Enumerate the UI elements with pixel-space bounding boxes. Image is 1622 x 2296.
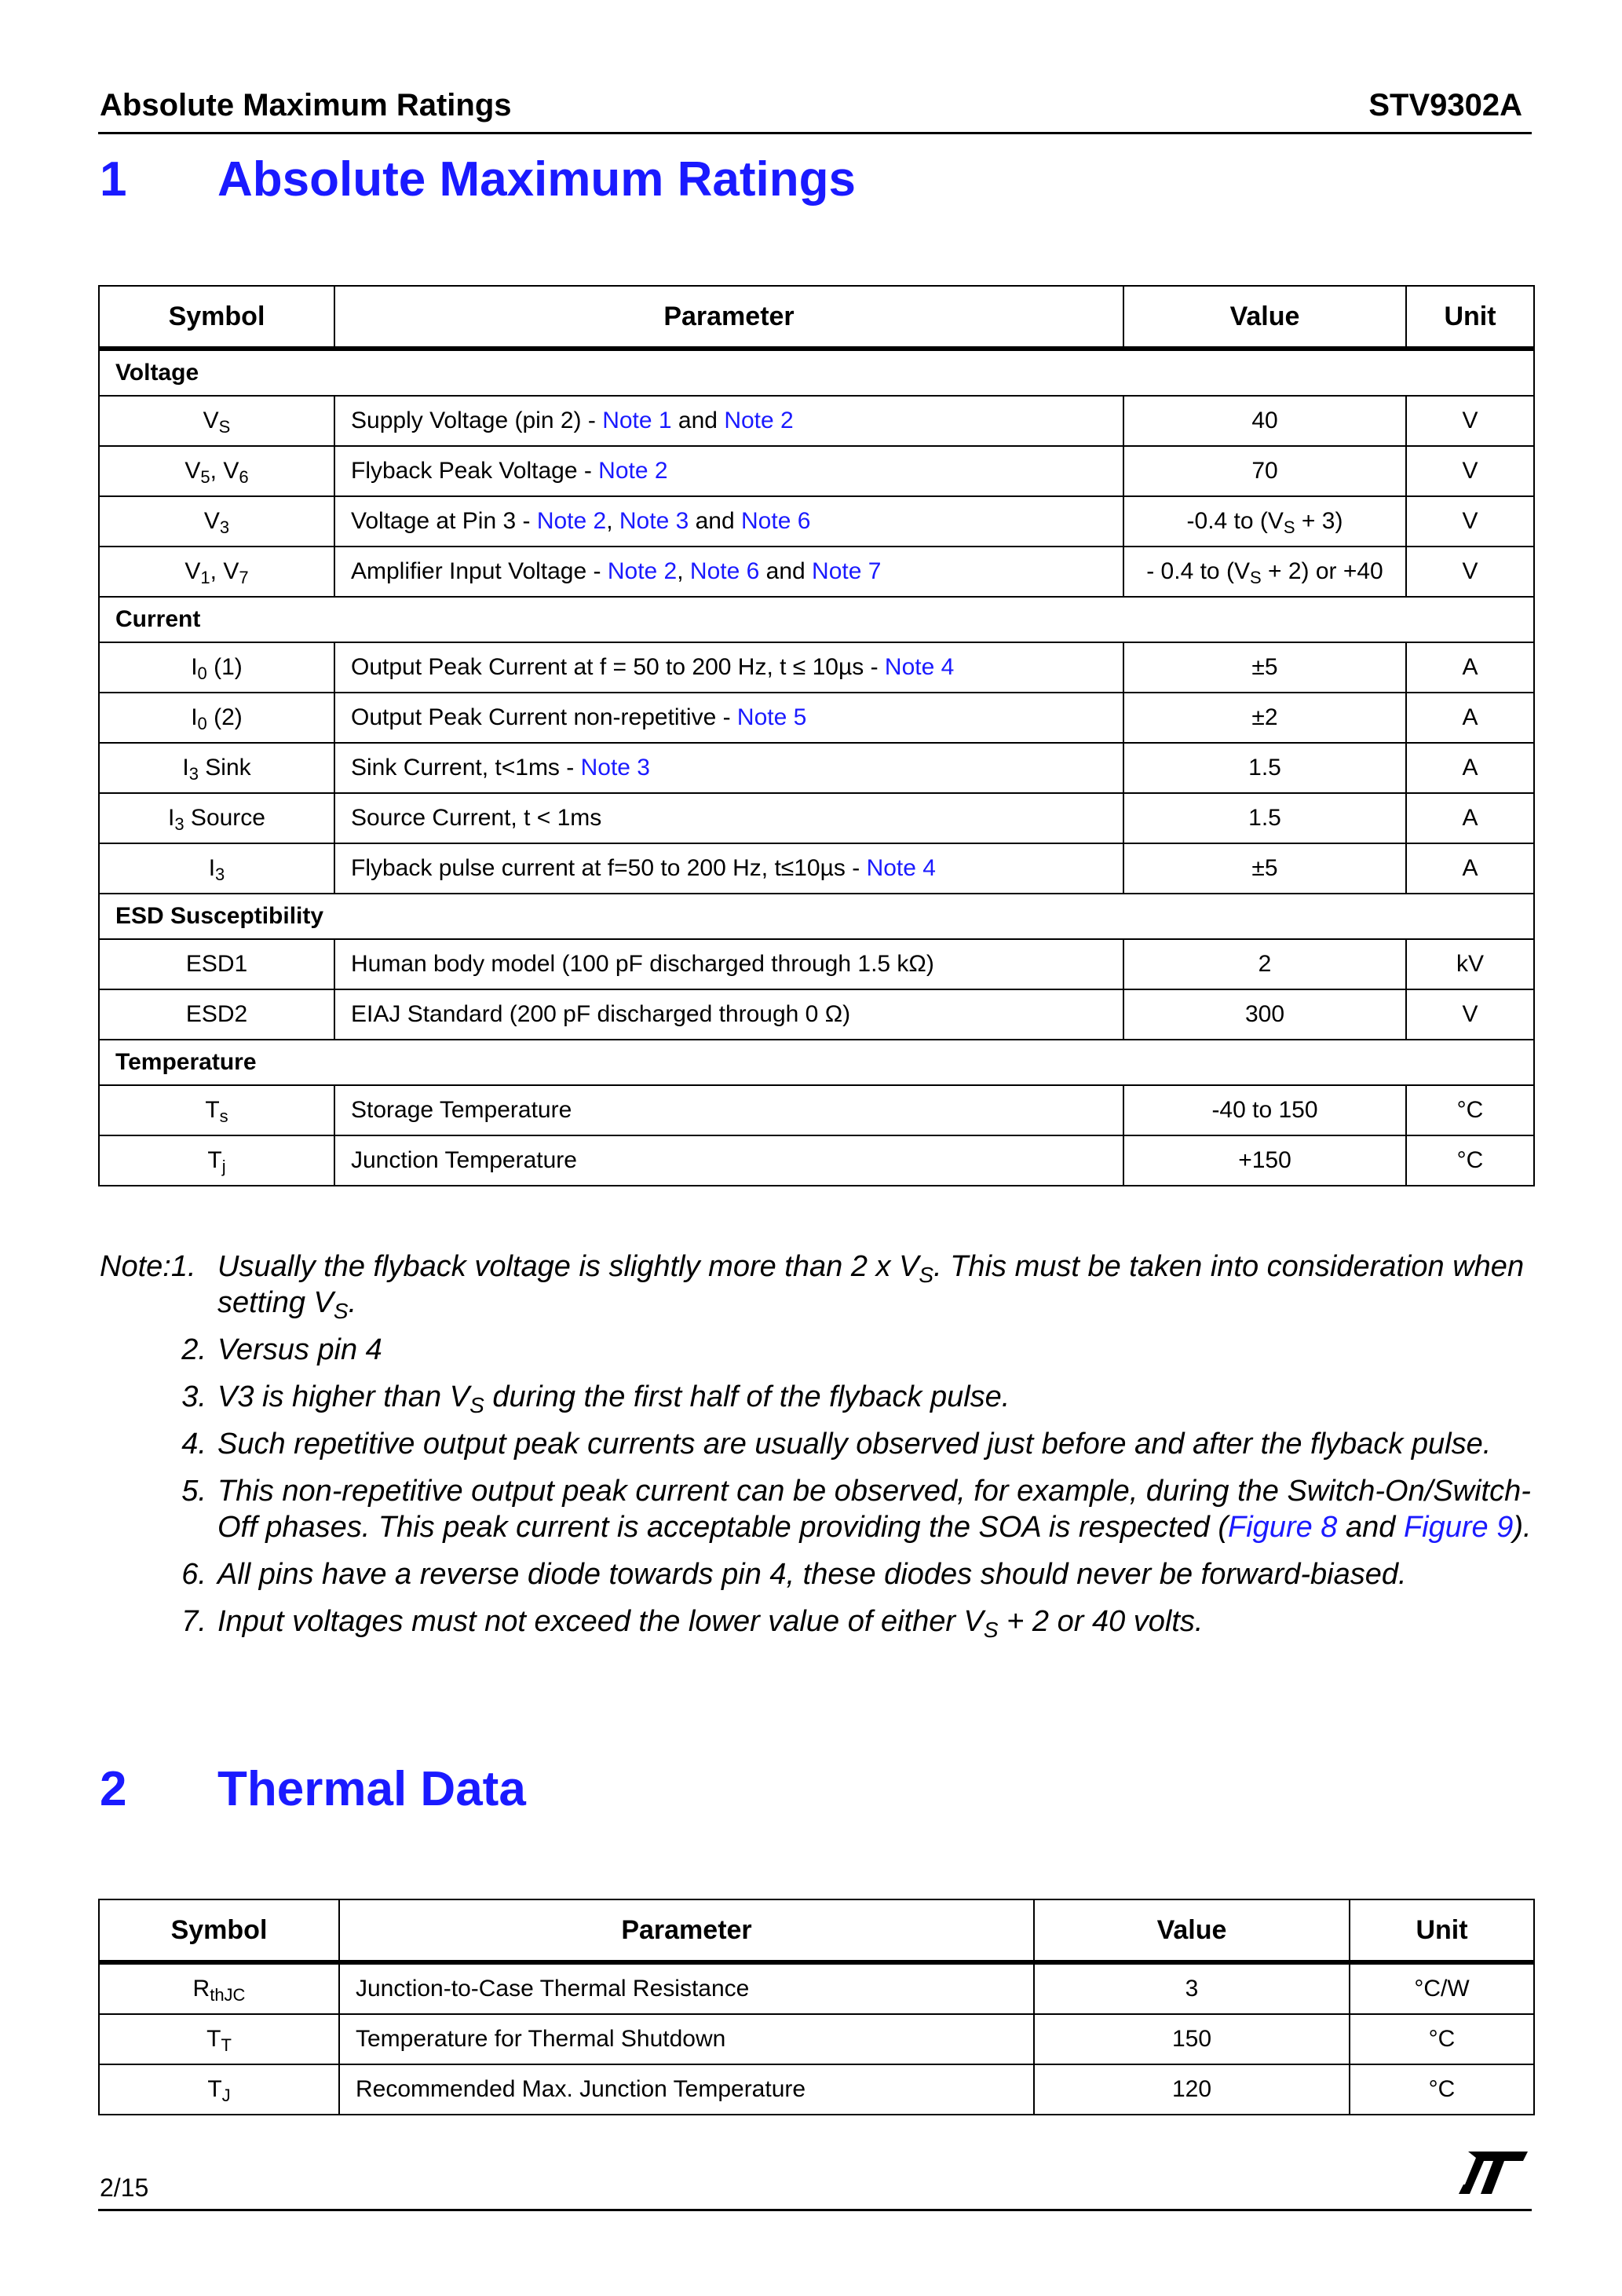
parameter-cell: Flyback pulse current at f=50 to 200 Hz, t≤10µs - Note 4: [334, 843, 1123, 894]
table-header-row: [99, 286, 1534, 349]
unit-cell: °C: [1350, 2064, 1534, 2115]
note-link[interactable]: Note 7: [812, 558, 882, 584]
note-link[interactable]: Note 2: [536, 508, 607, 534]
col-header-value: Value: [1123, 286, 1406, 349]
symbol-cell: $I_3$: [99, 843, 334, 894]
value-cell: 40: [1123, 396, 1406, 446]
parameter-cell: Source Current, t < 1ms: [334, 793, 1123, 843]
unit-cell: °C: [1406, 1135, 1534, 1186]
table-row: [99, 642, 1534, 693]
section-number: 1: [100, 152, 127, 207]
value-cell: 120: [1034, 2064, 1350, 2115]
value-cell: -0.4 to $(V_S + 3)$: [1123, 496, 1406, 547]
symbol-cell: $I_0$ (2): [99, 693, 334, 743]
running-header-part-number: STV9302A: [1368, 88, 1522, 122]
note-link[interactable]: Note 1: [602, 408, 672, 433]
parameter-cell: Sink Current, t<1ms - Note 3: [334, 743, 1123, 793]
value-cell: ±5: [1123, 642, 1406, 693]
note-link[interactable]: Note 2: [598, 458, 668, 484]
col-header-unit: Unit: [1350, 1899, 1534, 1962]
value-cell: +150: [1123, 1135, 1406, 1186]
table-row: [99, 2014, 1534, 2064]
unit-cell: V: [1406, 547, 1534, 597]
absolute-max-ratings-table: [98, 285, 1535, 1186]
symbol-cell: $T_s$: [99, 1085, 334, 1135]
section-title: Thermal Data: [217, 1762, 526, 1816]
col-header-parameter: Parameter: [334, 286, 1123, 349]
parameter-cell: Human body model (100 pF discharged through 1.5 kΩ): [334, 939, 1123, 989]
value-cell: ±5: [1123, 843, 1406, 894]
parameter-cell: Voltage at Pin 3 - Note 2, Note 3 and Note 6: [334, 496, 1123, 547]
table-row: [99, 793, 1534, 843]
table-row: [99, 547, 1534, 597]
note-link[interactable]: Note 6: [689, 558, 760, 584]
note-link[interactable]: Note 2: [724, 408, 794, 433]
table-row: [99, 843, 1534, 894]
note-3: 3. V3 is higher than $V_S$ during the first half of the flyback pulse.: [181, 1380, 1010, 1417]
symbol-cell: $T_T$: [99, 2014, 339, 2064]
thermal-data-table: [98, 1899, 1535, 2115]
notes-list: [100, 1249, 1536, 1651]
table-row: [99, 396, 1534, 446]
st-logo-icon: [1457, 2150, 1529, 2199]
symbol-cell: ESD2: [99, 989, 334, 1040]
unit-cell: A: [1406, 793, 1534, 843]
parameter-cell: Supply Voltage (pin 2) - Note 1 and Note 2: [334, 396, 1123, 446]
value-cell: -40 to 150: [1123, 1085, 1406, 1135]
note-link[interactable]: Note 2: [607, 558, 678, 584]
note-2: 2. Versus pin 4: [181, 1333, 382, 1366]
table-row: [99, 989, 1534, 1040]
symbol-cell: $V_5$, $V_6$: [99, 446, 334, 496]
value-cell: ±2: [1123, 693, 1406, 743]
col-header-parameter: Parameter: [339, 1899, 1034, 1962]
value-cell: 70: [1123, 446, 1406, 496]
note-link[interactable]: Note 4: [866, 855, 936, 881]
symbol-cell: $I_3$ Source: [99, 793, 334, 843]
note-link[interactable]: Note 3: [619, 508, 689, 534]
note-link[interactable]: Note 4: [884, 654, 955, 680]
symbol-cell: $I_0$ (1): [99, 642, 334, 693]
section-number: 2: [100, 1762, 127, 1816]
figure-link[interactable]: Figure 8: [1228, 1511, 1338, 1544]
col-header-unit: Unit: [1406, 286, 1534, 349]
group-voltage: Voltage: [99, 349, 1534, 396]
note-link[interactable]: Note 6: [741, 508, 811, 534]
unit-cell: kV: [1406, 939, 1534, 989]
unit-cell: V: [1406, 989, 1534, 1040]
table-row: [99, 496, 1534, 547]
unit-cell: °C/W: [1350, 1962, 1534, 2014]
parameter-cell: Storage Temperature: [334, 1085, 1123, 1135]
table-row: [99, 446, 1534, 496]
section-heading-absolute-max: [100, 152, 856, 207]
table-row: [99, 743, 1534, 793]
parameter-cell: Amplifier Input Voltage - Note 2, Note 6 and Note 7: [334, 547, 1123, 597]
parameter-cell: Recommended Max. Junction Temperature: [339, 2064, 1034, 2115]
col-header-value: Value: [1034, 1899, 1350, 1962]
col-header-symbol: Symbol: [99, 1899, 339, 1962]
value-cell: - 0.4 to $(V_S + 2)$ or +40: [1123, 547, 1406, 597]
note-1: Note:1. Usually the flyback voltage is slightly more than 2 x $V_S$. This must be taken into consideration when setting $V_S$.: [100, 1250, 1525, 1323]
symbol-cell: $V_S$: [99, 396, 334, 446]
unit-cell: V: [1406, 446, 1534, 496]
table-row: [99, 939, 1534, 989]
note-4: 4. Such repetitive output peak currents are usually observed just before and after the flyback pulse.: [181, 1428, 1492, 1461]
table-row: [99, 693, 1534, 743]
unit-cell: °C: [1406, 1085, 1534, 1135]
unit-cell: A: [1406, 743, 1534, 793]
group-temperature: Temperature: [99, 1040, 1534, 1085]
group-current: Current: [99, 597, 1534, 642]
unit-cell: A: [1406, 642, 1534, 693]
unit-cell: V: [1406, 396, 1534, 446]
table-row: [99, 1085, 1534, 1135]
col-header-symbol: Symbol: [99, 286, 334, 349]
parameter-cell: Output Peak Current at f = 50 to 200 Hz, t ≤ 10µs - Note 4: [334, 642, 1123, 693]
symbol-cell: $V_3$: [99, 496, 334, 547]
value-cell: 2: [1123, 939, 1406, 989]
section-heading-thermal-data: [100, 1761, 526, 1817]
value-cell: 300: [1123, 989, 1406, 1040]
value-cell: 3: [1034, 1962, 1350, 2014]
note-link[interactable]: Note 3: [580, 755, 650, 781]
unit-cell: A: [1406, 693, 1534, 743]
figure-link[interactable]: Figure 9: [1403, 1511, 1514, 1544]
symbol-cell: $V_1$, $V_7$: [99, 547, 334, 597]
table-row: [99, 1135, 1534, 1186]
parameter-cell: Junction Temperature: [334, 1135, 1123, 1186]
table-row: [99, 1962, 1534, 2014]
section-title: Absolute Maximum Ratings: [217, 152, 856, 207]
unit-cell: °C: [1350, 2014, 1534, 2064]
note-link[interactable]: Note 5: [736, 704, 807, 730]
parameter-cell: Output Peak Current non-repetitive - Note 5: [334, 693, 1123, 743]
table-row: [99, 2064, 1534, 2115]
unit-cell: V: [1406, 496, 1534, 547]
value-cell: 1.5: [1123, 743, 1406, 793]
group-esd: ESD Susceptibility: [99, 894, 1534, 939]
note-5: 5. This non-repetitive output peak current can be observed, for example, during the Switch-On/Switch-Off phases. This peak current is acceptable providing the SOA is respected (Figure 8 and Figure 9).: [181, 1475, 1532, 1544]
parameter-cell: Flyback Peak Voltage - Note 2: [334, 446, 1123, 496]
footer-rule: [98, 2209, 1532, 2211]
parameter-cell: Junction-to-Case Thermal Resistance: [339, 1962, 1034, 2014]
symbol-cell: $T_j$: [99, 1135, 334, 1186]
table-header-row: [99, 1899, 1534, 1962]
note-6: 6. All pins have a reverse diode towards pin 4, these diodes should never be forward-biased.: [181, 1558, 1407, 1591]
note-7: 7. Input voltages must not exceed the lower value of either $V_S + 2$ or 40 volts.: [181, 1605, 1204, 1642]
symbol-cell: ESD1: [99, 939, 334, 989]
value-cell: 150: [1034, 2014, 1350, 2064]
parameter-cell: EIAJ Standard (200 pF discharged through 0 Ω): [334, 989, 1123, 1040]
parameter-cell: Temperature for Thermal Shutdown: [339, 2014, 1034, 2064]
symbol-cell: $T_J$: [99, 2064, 339, 2115]
value-cell: 1.5: [1123, 793, 1406, 843]
symbol-cell: $I_3$ Sink: [99, 743, 334, 793]
running-header-title: Absolute Maximum Ratings: [100, 88, 512, 122]
header-rule: [98, 132, 1532, 134]
unit-cell: A: [1406, 843, 1534, 894]
symbol-cell: $R_{thJC}$: [99, 1962, 339, 2014]
page-number: 2/15: [100, 2174, 149, 2202]
